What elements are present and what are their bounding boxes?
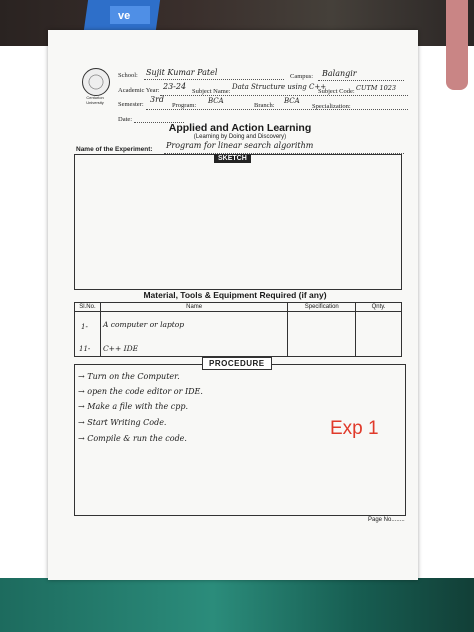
procedure-step: → open the code editor or IDE.: [78, 387, 203, 396]
subject-name-value: Data Structure using C++: [232, 83, 327, 91]
background-bottom: [0, 578, 474, 632]
row2-sl: 11-: [79, 345, 91, 353]
procedure-step: → Start Writing Code.: [78, 418, 167, 427]
sketch-box: [74, 154, 402, 290]
col-name: Name: [100, 303, 287, 312]
academic-year-label: Academic Year:: [118, 87, 160, 94]
row1-sl: 1-: [81, 323, 88, 331]
campus-label: Campus:: [290, 73, 314, 80]
page-number: Page No........: [368, 517, 405, 523]
subject-code-label: Subject Code:: [318, 88, 355, 95]
row1-name: A computer or laptop: [102, 320, 185, 329]
procedure-label: PROCEDURE: [202, 357, 272, 370]
experiment-annotation: Exp 1: [330, 418, 379, 439]
campus-value: Balangir: [322, 69, 357, 78]
col-qnty: Qnty.: [356, 303, 402, 312]
program-label: Program:: [172, 102, 197, 109]
form-subtitle: (Learning by Doing and Discovery): [193, 134, 287, 140]
semester-value: 3rd: [150, 95, 165, 104]
program-value: BCA: [208, 97, 224, 105]
date-label: Date:: [118, 116, 133, 123]
experiment-label: Name of the Experiment:: [76, 146, 153, 153]
materials-title: Material, Tools & Equipment Required (if any): [143, 290, 327, 300]
academic-year-value: 23-24: [163, 82, 187, 91]
branch-value: BCA: [284, 97, 300, 105]
school-line: [144, 79, 284, 80]
procedure-step: → Turn on the Computer.: [78, 372, 180, 381]
university-logo: [82, 68, 110, 96]
school-value: Sujit Kumar Patel: [146, 68, 218, 77]
campus-line: [318, 80, 404, 81]
sketch-label: SKETCH: [214, 154, 251, 163]
procedure-step: → Make a file with the cpp.: [78, 402, 189, 411]
subject-name-label: Subject Name:: [192, 88, 231, 95]
materials-table: [74, 302, 402, 357]
subject-code-value: CUTM 1023: [356, 84, 397, 92]
row3-line: [146, 109, 408, 110]
experiment-value: Program for linear search algorithm: [166, 141, 314, 150]
sticker-text: ve: [118, 10, 131, 22]
branch-label: Branch:: [254, 102, 275, 109]
table-row: [75, 334, 402, 357]
row2-line: [160, 95, 408, 96]
specialization-label: Specialization:: [312, 103, 351, 110]
form-title: Applied and Action Learning: [168, 122, 312, 134]
table-header-row: [75, 303, 402, 312]
col-specification: Specification: [288, 303, 356, 312]
sticker: [110, 6, 150, 24]
procedure-step: → Compile & run the code.: [78, 434, 187, 443]
row2-name: C++ IDE: [102, 344, 139, 353]
col-slno: Sl.No.: [75, 303, 101, 312]
pink-object: [446, 0, 468, 90]
semester-label: Semester:: [118, 101, 144, 108]
school-label: School:: [118, 72, 138, 79]
university-name: Centurion University: [86, 95, 104, 105]
table-row: [75, 312, 402, 335]
